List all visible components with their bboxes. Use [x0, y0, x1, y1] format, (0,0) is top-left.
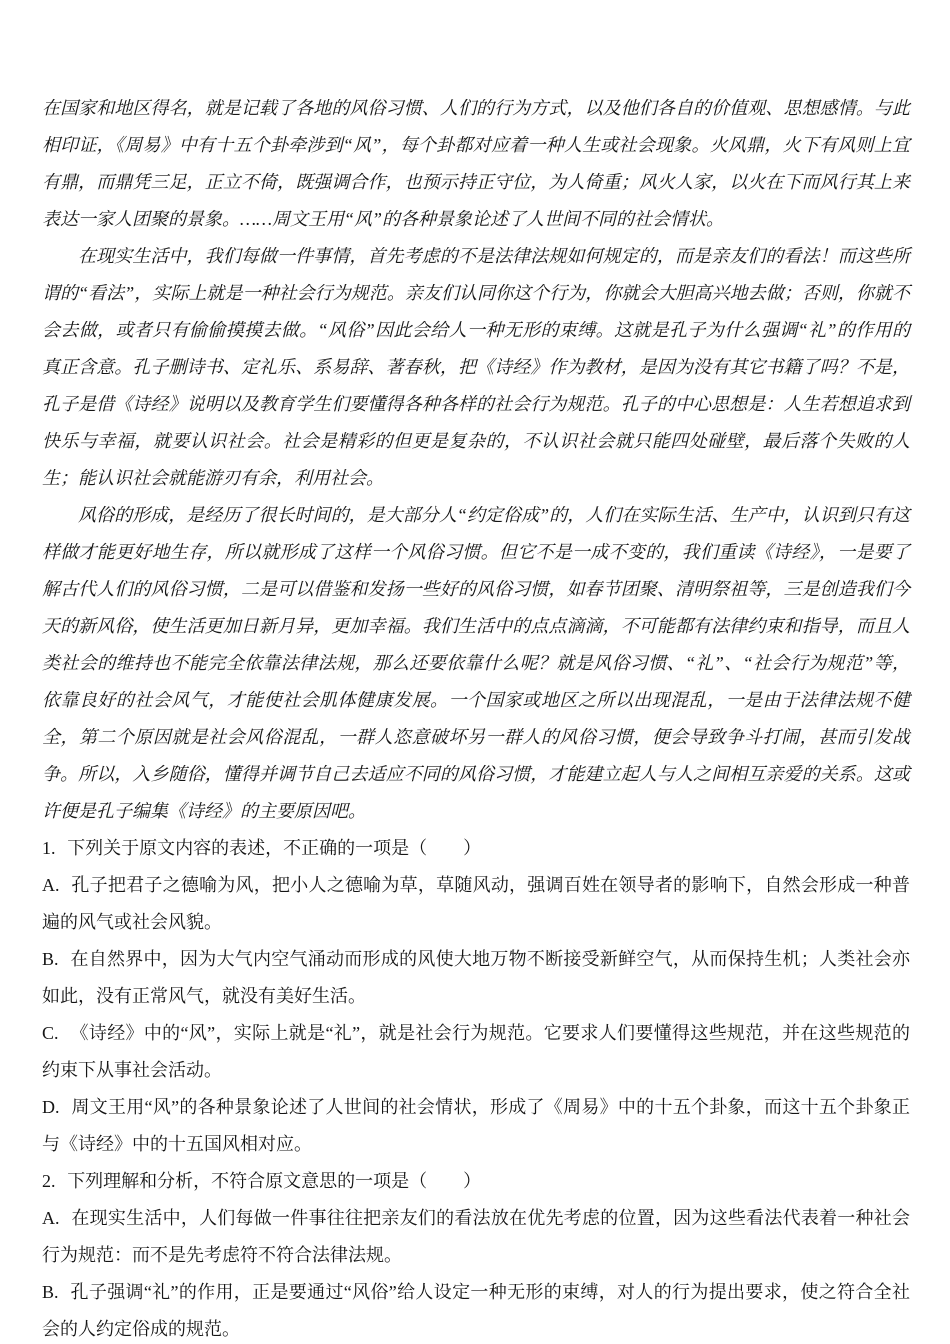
- question-1-number: 1.: [42, 838, 56, 858]
- question-1-option-d: [42, 1089, 910, 1163]
- option-a-text: 孔子把君子之德喻为风，把小人之德喻为草，草随风动，强调百姓在领导者的影响下，自然会形成一种普遍的风气或社会风貌。: [42, 875, 910, 932]
- passage-paragraph-3: 风俗的形成，是经历了很长时间的，是大部分人“约定俗成”的，人们在实际生活、生产中，认识到只有这样做才能更好地生存，所以就形成了这样一个风俗习惯。但它不是一成不变的，我们重读《诗经》，一是要了解古代人们的风俗习惯，二是可以借鉴和发扬一些好的风俗习惯，如春节团聚、清明祭祖等，三是创造我们今天的新风俗，使生活更加日新月异，更加幸福。我们生活中的点点滴滴，不可能都有法律约束和指导，而且人类社会的维持也不能完全依靠法律法规，那么还要依靠什么呢？就是风俗习惯、“礼”、“社会行为规范”等，依靠良好的社会风气，才能使社会肌体健康发展。一个国家或地区之所以出现混乱，一是由于法律法规不健全，第二个原因就是社会风俗混乱，一群人恣意破坏另一群人的风俗习惯，便会导致争斗打闹，甚而引发战争。所以，入乡随俗，懂得并调节自己去适应不同的风俗习惯，才能建立起人与人之间相互亲爱的关系。这或许便是孔子编集《诗经》的主要原因吧。: [42, 505, 910, 821]
- question-1-text: 下列关于原文内容的表述，不正确的一项是（ ）: [67, 838, 482, 858]
- option-a-label: A.: [42, 1208, 60, 1228]
- question-2-option-b: [42, 1274, 910, 1344]
- question-1-option-c: [42, 1015, 910, 1089]
- option-b-label: B.: [42, 949, 59, 969]
- question-1-option-b: [42, 941, 910, 1015]
- option-c-label: C.: [42, 1023, 59, 1043]
- reading-comprehension-section: [42, 90, 910, 1344]
- option-c-text: 《诗经》中的“风”，实际上就是“礼”，就是社会行为规范。它要求人们要懂得这些规范，并在这些规范的约束下从事社会活动。: [42, 1023, 910, 1080]
- option-a-text: 在现实生活中，人们每做一件事往往把亲友们的看法放在优先考虑的位置，因为这些看法代表着一种社会行为规范：而不是先考虑符不符合法律法规。: [42, 1208, 910, 1265]
- question-1-stem: [42, 830, 910, 867]
- option-b-text: 孔子强调“礼”的作用，正是要通过“风俗”给人设定一种无形的束缚，对人的行为提出要求，使之符合全社会的人约定俗成的规范。: [42, 1282, 910, 1339]
- question-2-option-a: [42, 1200, 910, 1274]
- passage-paragraph-2: 在现实生活中，我们每做一件事情，首先考虑的不是法律法规如何规定的，而是亲友们的看法！而这些所谓的“看法”，实际上就是一种社会行为规范。亲友们认同你这个行为，你就会大胆高兴地去做；否则，你就不会去做，或者只有偷偷摸摸去做。“风俗”因此会给人一种无形的束缚。这就是孔子为什么强调“礼”的作用的真正含意。孔子删诗书、定礼乐、系易辞、著春秋，把《诗经》作为教材，是因为没有其它书籍了吗？不是，孔子是借《诗经》说明以及教育学生们要懂得各种各样的社会行为规范。孔子的中心思想是：人生若想追求到快乐与幸福，就要认识社会。社会是精彩的但更是复杂的，不认识社会就只能四处碰壁，最后落个失败的人生；能认识社会就能游刃有余，利用社会。: [42, 246, 910, 488]
- option-d-text: 周文王用“风”的各种景象论述了人世间的社会情状，形成了《周易》中的十五个卦象，而这十五个卦象正与《诗经》中的十五国风相对应。: [42, 1097, 910, 1154]
- option-b-label: B.: [42, 1282, 59, 1302]
- question-2-stem: [42, 1163, 910, 1200]
- question-2-text: 下列理解和分析，不符合原文意思的一项是（ ）: [67, 1171, 482, 1191]
- question-2-number: 2.: [42, 1171, 56, 1191]
- question-1-option-a: [42, 867, 910, 941]
- option-d-label: D.: [42, 1097, 60, 1117]
- option-a-label: A.: [42, 875, 60, 895]
- option-b-text: 在自然界中，因为大气内空气涌动而形成的风使大地万物不断接受新鲜空气，从而保持生机；人类社会亦如此，没有正常风气，就没有美好生活。: [42, 949, 910, 1006]
- passage-paragraph-1: 在国家和地区得名，就是记载了各地的风俗习惯、人们的行为方式，以及他们各自的价值观、思想感情。与此相印证，《周易》中有十五个卦牵涉到“风”，每个卦都对应着一种人生或社会现象。火风鼎，火下有风则上宜有鼎，而鼎凭三足，正立不倚，既强调合作，也预示持正守位，为人倚重；风火人家，以火在下而风行其上来表达一家人团聚的景象。……周文王用“风”的各种景象论述了人世间不同的社会情状。: [42, 98, 910, 229]
